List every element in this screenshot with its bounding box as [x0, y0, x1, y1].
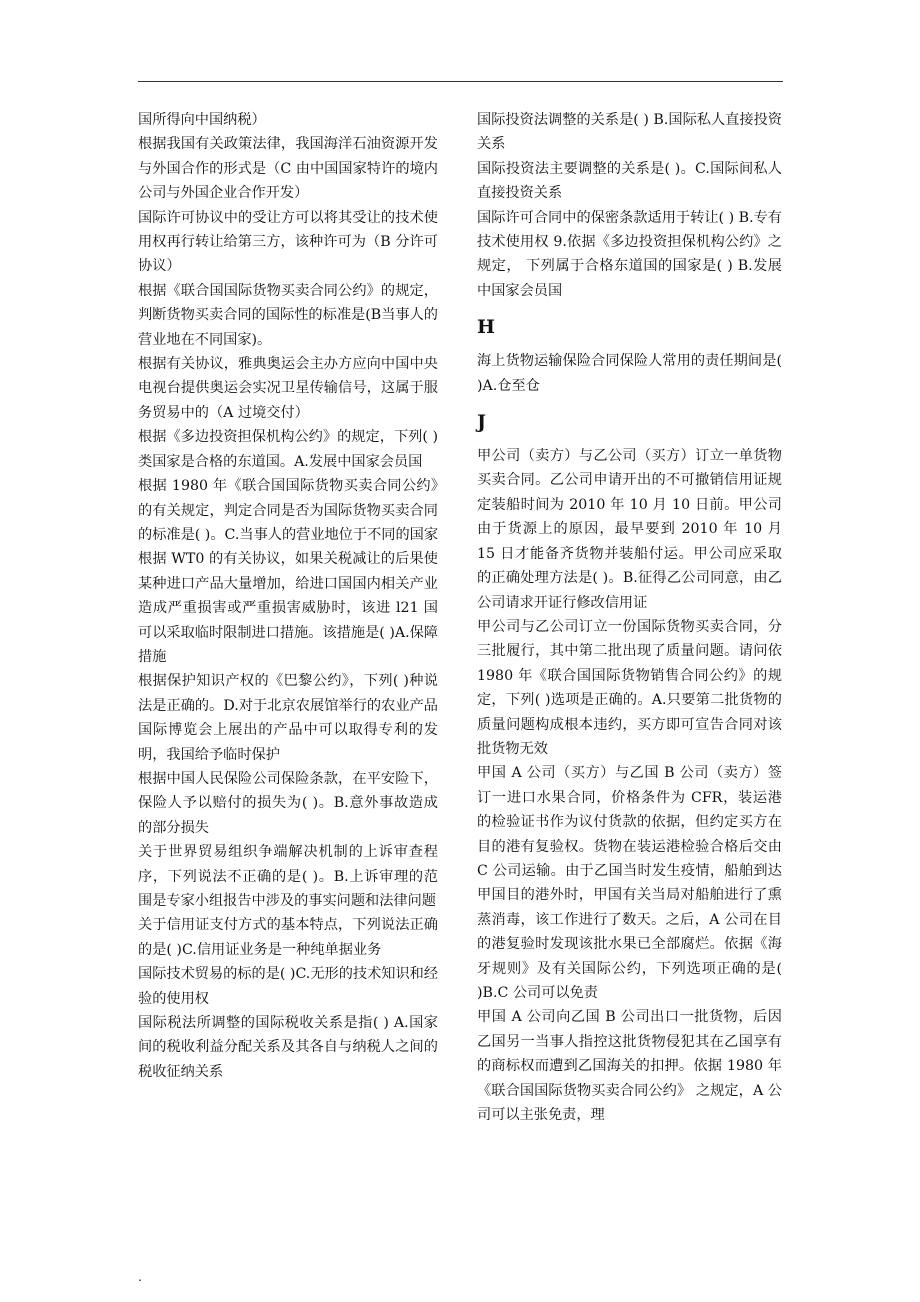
- right-paragraph: 甲公司（卖方）与乙公司（买方）订立一单货物买卖合同。乙公司申请开出的不可撤销信用证规定装船时间为 2010 年 10 月 10 日前。甲公司由于货源上的原因，最早要到 2010 年 10 月 15 日才能备齐货物并装船付运。甲公司应采取的正确处理方法是( )。B.征得乙公司同意，由乙公司请求开证行修改信用证: [477, 448, 782, 611]
- left-paragraph: 根据中国人民保险公司保险条款，在平安险下，保险人予以赔付的损失为( )。B.意外事故造成的部分损失: [138, 770, 438, 836]
- right-paragraph: 甲公司与乙公司订立一份国际货物买卖合同，分三批履行，其中第二批出现了质量问题。请问依 1980 年《联合国国际货物销售合同公约》的规定，下列( )选项是正确的。A.只要第二批货物的质量问题构成根本违约，买方即可宣告合同对该批货物无效: [477, 618, 782, 757]
- section-heading-h: H: [477, 316, 495, 339]
- right-column: [477, 108, 782, 1127]
- footer-mark: .: [138, 1270, 142, 1284]
- left-paragraph: 根据保护知识产权的《巴黎公约》，下列( )种说法是正确的。D.对于北京农展馆举行的农业产品国际博览会上展出的产品中可以取得专利的发明，我国给予临时保护: [138, 673, 438, 763]
- left-paragraph: 国际许可协议中的受让方可以将其受让的技术使用权再行转让给第三方，该种许可为（B 分许可协议）: [138, 209, 438, 275]
- left-paragraph: 根据《联合国国际货物买卖合同公约》的规定，判断货物买卖合同的国际性的标准是(B当事人的营业地在不同国家)。: [138, 282, 438, 348]
- left-paragraph: 根据有关协议，雅典奥运会主办方应向中国中央电视台提供奥运会实况卫星传输信号，这属于服务贸易中的（A 过境交付）: [138, 356, 438, 421]
- left-paragraph: 根据《多边投资担保机构公约》的规定，下列( )类国家是合格的东道国。A.发展中国家会员国: [138, 429, 438, 470]
- left-paragraph: 关于世界贸易组织争端解决机制的上诉审查程序，下列说法不正确的是( )。B.上诉审理的范围是专家小组报告中涉及的事实问题和法律问题: [138, 844, 438, 909]
- right-paragraph: 甲国 A 公司（买方）与乙国 B 公司（卖方）签订一进口水果合同，价格条件为 CFR，装运港的检验证书作为议付货款的依据，但约定买方在目的港有复验权。货物在装运港检验合格后交由 C 公司运输。由于乙国当时发生疫情，船舶到达甲国目的港外时，甲国有关当局对船舶进行了熏蒸消毒，该工作进行了数天。之后，A 公司在目的港复验时发现该批水果已全部腐烂。依据《海牙规则》及有关国际公约，下列选项正确的是( )B.C 公司可以免责: [477, 765, 782, 1001]
- left-paragraph: 根据 1980 年《联合国国际货物买卖合同公约》的有关规定，判定合同是否为国际货物买卖合同的标准是( )。C.当事人的营业地位于不同的国家: [138, 478, 439, 543]
- left-column: [138, 108, 438, 1084]
- left-paragraph: 关于信用证支付方式的基本特点，下列说法正确的是( )C.信用证业务是一种纯单据业务: [138, 917, 438, 958]
- left-paragraph: 根据 WT0 的有关协议，如果关税减让的后果使某种进口产品大量增加，给进口国国内相关产业造成严重损害或严重损害威胁时，该进 l21 国可以采取临时限制进口措施。该措施是( )A.保障措施: [138, 551, 438, 665]
- left-paragraph: 国际税法所调整的国际税收关系是指( ) A.国家间的税收利益分配关系及其各自与纳税人之间的税收征纳关系: [138, 1015, 438, 1080]
- right-paragraph: 甲国 A 公司向乙国 B 公司出口一批货物，后因乙国另一当事人指控这批货物侵犯其在乙国享有的商标权而遭到乙国海关的扣押。依据 1980 年《联合国国际货物买卖合同公约》 之规定，A 公司可以主张免责，理: [477, 1009, 782, 1124]
- right-paragraph: 国际许可合同中的保密条款适用于转让( ) B.专有技术使用权 9.依据《多边投资担保机构公约》之规定， 下列属于合格东道国的国家是( ) B.发展中国家会员国: [477, 209, 782, 299]
- left-paragraph: 国所得向中国纳税）: [138, 112, 266, 128]
- header-rule: [138, 81, 783, 82]
- section-heading-j: J: [477, 411, 486, 434]
- right-paragraph: 国际投资法调整的关系是( ) B.国际私人直接投资关系: [477, 112, 782, 153]
- right-paragraph: 海上货物运输保险合同保险人常用的责任期间是( )A.仓至仓: [477, 353, 782, 394]
- left-paragraph: 国际技术贸易的标的是( )C.无形的技术知识和经验的使用权: [138, 966, 439, 1007]
- left-paragraph: 根据我国有关政策法律，我国海洋石油资源开发与外国合作的形式是（C 由中国国家特许的境内公司与外国企业合作开发）: [138, 136, 438, 202]
- right-paragraph: 国际投资法主要调整的关系是( )。C.国际间私人直接投资关系: [477, 160, 782, 202]
